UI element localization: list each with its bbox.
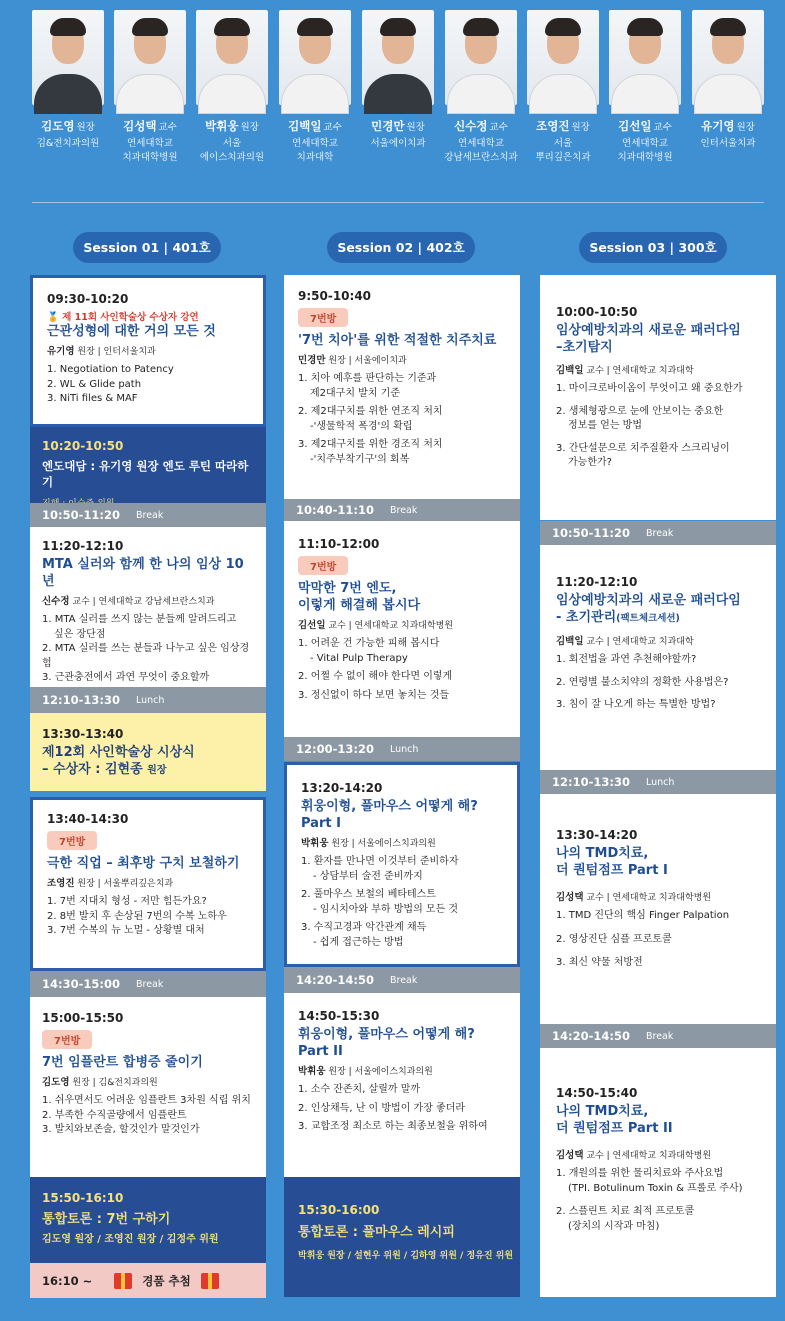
- lecture-block: [540, 794, 776, 1024]
- lecture-speaker: 김백일 교수 | 연세대학교 치과대학: [556, 365, 694, 376]
- speaker-photo: [279, 10, 351, 105]
- lecture-time: 11:20-12:10: [42, 539, 124, 553]
- lecture-title: 통합토론 : 7번 구하기: [42, 1212, 171, 1227]
- speaker-photo: [32, 10, 104, 105]
- discussion-block: [30, 427, 266, 503]
- speaker-affiliation: 연세대학교 강남세브란스치과: [444, 138, 518, 163]
- lecture-items: 1. TMD 진단의 핵심 Finger Palpation 2. 영상진단 심플 프로토콜 3. 최신 약물 처방전: [556, 910, 730, 968]
- lecture-title: 극한 직업 – 최후방 구치 보철하기: [47, 856, 240, 871]
- speaker-affiliation: 연세대학교 치과대학: [292, 138, 338, 163]
- session-01-column: [30, 275, 266, 1298]
- lecture-time: 14:50-15:30: [298, 1009, 380, 1023]
- lecture-time: 15:00-15:50: [42, 1011, 124, 1025]
- lecture-block: [30, 997, 266, 1177]
- lecture-title-line2: 이렇게 해결해 봅시다: [298, 598, 421, 613]
- lecture-speaker: 김성택 교수 | 연세대학교 치과대학병원: [556, 892, 712, 903]
- session-03-header: Session 03 | 300호: [579, 232, 727, 263]
- session-02-column: [284, 275, 520, 1297]
- ceremony-block: [30, 713, 266, 791]
- lecture-title: '7번 치아'를 위한 적절한 치주치료: [298, 333, 497, 348]
- speaker-card: [279, 10, 351, 165]
- lecture-speaker: 김성택 교수 | 연세대학교 치과대학병원: [556, 1150, 712, 1161]
- discussion-block: [30, 1177, 266, 1263]
- lecture-block: [30, 275, 266, 427]
- lecture-time: 09:30-10:20: [47, 292, 129, 306]
- lecture-items: 1. 마이크로바이옴이 무엇이고 왜 중요한가 2. 생체형광으로 눈에 안보이는 중요한 정보를 얻는 방법 3. 간단설문으로 치주질환자 스크리닝이 가능한가?: [556, 383, 743, 468]
- break-row: 14:20-14:50 Break: [540, 1024, 776, 1048]
- lecture-block: [284, 275, 520, 499]
- lecture-title-line2: 더 퀀텀점프 Part I: [556, 863, 668, 878]
- speaker-affiliation: 연세대학교 치과대학병원: [617, 138, 673, 163]
- lecture-block: [540, 275, 776, 520]
- lecture-speaker: 김선일 교수 | 연세대학교 치과대학병원: [298, 620, 454, 631]
- lecture-title: 막막한 7번 엔도,: [298, 581, 397, 596]
- lecture-items: 1. MTA 실러를 쓰지 않는 분들께 알려드리고 싶은 장단점 2. MTA 실러를 쓰는 분들과 나누고 싶은 임상경험 3. 근관충전에서 과연 무엇이 중요할까: [42, 614, 250, 683]
- award-icon: 🏅: [47, 312, 63, 323]
- lecture-time: 14:50-15:40: [556, 1086, 638, 1100]
- lecture-title: 휘웅이형, 풀마우스 어떻게 해? Part I: [301, 799, 478, 831]
- lecture-items: 1. Negotiation to Patency 2. WL & Glide path 3. NiTi files & MAF: [47, 364, 174, 404]
- lecture-speaker: 민경만 원장 | 서울에이치과: [298, 355, 407, 366]
- room-tag: 7번방: [298, 556, 348, 575]
- lunch-row: 12:00-13:20 Lunch: [284, 737, 520, 761]
- lecture-title: 임상예방치과의 새로운 패러다임: [556, 323, 741, 338]
- lecture-title: 임상예방치과의 새로운 패러다임: [556, 593, 741, 608]
- speaker-affiliation: 서울 에이스치과의원: [199, 138, 265, 163]
- lecture-time: 13:40-14:30: [47, 812, 129, 826]
- speaker-affiliation: 서울 뿌리깊은치과: [535, 138, 591, 163]
- speaker-card: [114, 10, 186, 165]
- lecture-speaker: 유기영 원장 | 인터서울치과: [47, 346, 156, 357]
- lecture-speaker: 박휘웅 원장 | 서울에이스치과의원: [301, 838, 436, 849]
- break-row: 14:30-15:00 Break: [30, 971, 266, 997]
- lecture-title: 엔도대담 : 유기영 원장 엔도 루틴 따라하기: [42, 459, 249, 489]
- lecture-block: [30, 527, 266, 687]
- lecture-title: 제12회 사인학술상 시상식: [42, 745, 195, 760]
- speaker-name: 김성택 교수: [123, 119, 177, 133]
- speaker-card: [609, 10, 681, 165]
- lecture-title: 나의 TMD치료,: [556, 846, 649, 861]
- speaker-photo: [362, 10, 434, 105]
- lecture-time: 15:50-16:10: [42, 1191, 124, 1205]
- award-label: 🏅 제 11회 사인학술상 수상자 강연: [47, 312, 199, 323]
- panel-members: 김도영 원장 / 조영진 원장 / 김정주 위원: [42, 1234, 219, 1245]
- lecture-time: 11:10-12:00: [298, 537, 380, 551]
- divider: [32, 202, 764, 203]
- panel-members: 박휘웅 원장 / 설현우 위원 / 김하영 위원 / 정유진 위원: [298, 1251, 514, 1261]
- speaker-photo: [445, 10, 517, 105]
- lecture-speaker: 박휘웅 원장 | 서울에이스치과의원: [298, 1066, 433, 1077]
- lecture-speaker: 김백일 교수 | 연세대학교 치과대학: [556, 636, 694, 647]
- gift-icon: [201, 1273, 219, 1289]
- lecture-title-line2: –초기탐지: [556, 340, 613, 355]
- lecture-block: [540, 545, 776, 770]
- lecture-block: [284, 762, 520, 967]
- session-02-header: Session 02 | 402호: [327, 232, 475, 263]
- lecture-items: 1. 어려운 건 가능한 피해 봅시다 - Vital Pulp Therapy 2. 어쩔 수 없이 해야 한다면 이렇게 3. 정신없이 하다 보면 놓치는 것들: [298, 638, 453, 701]
- lecture-block: [284, 993, 520, 1177]
- lecture-block: [540, 1048, 776, 1297]
- lecture-title-line2: – 수상자 : 김현종 원장: [42, 762, 167, 777]
- lecture-speaker: 신수정 교수 | 연세대학교 강남세브란스치과: [42, 596, 215, 607]
- lecture-time: 13:20-14:20: [301, 781, 383, 795]
- speaker-name: 민경만 원장: [371, 119, 425, 133]
- lecture-title-line2: - 초기관리(팩트체크세션): [556, 610, 680, 625]
- speaker-name: 김선일 교수: [618, 119, 672, 133]
- lecture-title-line2: 더 퀀텀점프 Part II: [556, 1121, 673, 1136]
- session-01-header: Session 01 | 401호: [73, 232, 221, 263]
- lecture-speaker: 조영진 원장 | 서울뿌리깊은치과: [47, 878, 174, 889]
- room-tag: 7번방: [298, 308, 348, 327]
- gift-icon: [114, 1273, 132, 1289]
- lecture-time: 9:50-10:40: [298, 289, 372, 303]
- speaker-card: [445, 10, 517, 165]
- lunch-row: 12:10-13:30 Lunch: [540, 770, 776, 794]
- lecture-title: 근관성형에 대한 거의 모든 것: [47, 324, 216, 339]
- speaker-name: 조영진 원장: [536, 119, 590, 133]
- speaker-name: 신수정 교수: [454, 119, 508, 133]
- break-row: 10:50-11:20 Break: [30, 503, 266, 527]
- lecture-items: 1. 7번 지대치 형성 - 저만 힘든가요? 2. 8번 발치 후 손상된 7번의 수복 노하우 3. 7번 수복의 뉴 노멀 - 상황별 대처: [47, 896, 227, 936]
- session-03-column: [540, 275, 776, 1297]
- speaker-photo: [527, 10, 599, 105]
- lecture-time: 10:00-10:50: [556, 305, 638, 319]
- lecture-items: 1. 치아 예후를 판단하는 기준과 제2대구치 발치 기준 2. 제2대구치를 위한 연조직 처치 -'생물학적 폭경'의 확립 3. 제2대구치를 위한 경조직 처치 -'치주부착기구'의 회복: [298, 373, 443, 465]
- room-tag: 7번방: [47, 831, 97, 850]
- lecture-time: 13:30-13:40: [42, 727, 124, 741]
- lecture-title: 휘웅이형, 풀마우스 어떻게 해? Part II: [298, 1027, 475, 1059]
- speaker-card: [692, 10, 764, 151]
- lecture-block: [284, 521, 520, 737]
- break-row: 10:40-11:10 Break: [284, 499, 520, 521]
- break-row: 10:50-11:20 Break: [540, 521, 776, 545]
- lunch-row: 12:10-13:30 Lunch: [30, 687, 266, 713]
- lecture-items: 1. 개원의를 위한 물리치료와 주사요법 (TPI. Botulinum Toxin & 프롤로 주사) 2. 스플린트 치료 최적 프로토콜 (장치의 시작과 마침): [556, 1168, 743, 1232]
- speaker-photo: [196, 10, 268, 105]
- speaker-name: 김도영 원장: [41, 119, 95, 133]
- break-row: 14:20-14:50 Break: [284, 967, 520, 993]
- lecture-title: MTA 실러와 함께 한 나의 임상 10년: [42, 557, 244, 589]
- lecture-time: 11:20-12:10: [556, 575, 638, 589]
- prize-draw-row: 16:10 ~ 경품 추첨: [30, 1263, 266, 1298]
- speaker-card: [32, 10, 104, 151]
- lecture-items: 1. 쉬우면서도 어려운 임플란트 3차원 식립 위치 2. 부족한 수직골량에서 임플란트 3. 발치와보존술, 할것인가 말것인가: [42, 1095, 251, 1135]
- lecture-items: 1. 회전법을 과연 추천해야할까? 2. 연령별 불소치약의 정확한 사용법은? 3. 침이 잘 나오게 하는 특별한 방법?: [556, 654, 729, 710]
- lecture-title: 7번 임플란트 합병증 줄이기: [42, 1055, 203, 1070]
- speaker-affiliation: 연세대학교 치과대학병원: [122, 138, 178, 163]
- speaker-card: [196, 10, 268, 165]
- room-tag: 7번방: [42, 1030, 92, 1049]
- lecture-title: 나의 TMD치료,: [556, 1104, 649, 1119]
- speaker-photo: [114, 10, 186, 105]
- speaker-affiliation: 인터서울치과: [700, 138, 756, 149]
- lecture-items: 1. 소수 잔존치, 살릴까 말까 2. 인상채득, 난 이 방법이 가장 좋더라 3. 교합조정 최소로 하는 최종보철을 위하여: [298, 1084, 488, 1132]
- lecture-items: 1. 환자를 만나면 이것부터 준비하자 - 상담부터 술전 준비까지 2. 풀마우스 보철의 베타테스트 - 임시치아와 부하 방법의 모든 것 3. 수직고경과 악간관계 채득 - 쉽게 접근하는 방법: [301, 856, 459, 948]
- speaker-name: 유기영 원장: [701, 119, 755, 133]
- speaker-photo: [692, 10, 764, 105]
- speaker-affiliation: 서울에이치과: [370, 138, 426, 149]
- lecture-time: 10:20-10:50: [42, 439, 124, 453]
- speaker-name: 김백일 교수: [288, 119, 342, 133]
- speaker-affiliation: 김&전치과의원: [36, 138, 100, 149]
- lecture-title: 통합토론 : 풀마우스 레시피: [298, 1225, 455, 1240]
- discussion-block: [284, 1177, 520, 1297]
- lecture-speaker: 김도영 원장 | 김&전치과의원: [42, 1077, 158, 1088]
- speaker-card: [362, 10, 434, 151]
- lecture-time: 13:30-14:20: [556, 828, 638, 842]
- lecture-block: [30, 797, 266, 971]
- lecture-time: 15:30-16:00: [298, 1203, 380, 1217]
- speaker-card: [527, 10, 599, 165]
- speaker-photo: [609, 10, 681, 105]
- speaker-name: 박휘웅 원장: [205, 119, 259, 133]
